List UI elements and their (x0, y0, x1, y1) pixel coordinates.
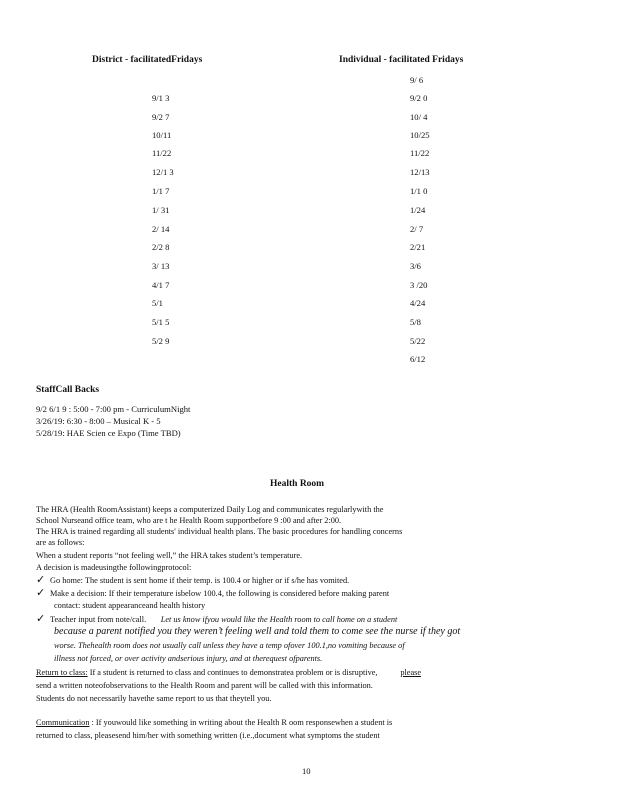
individual-date: 11/22 (410, 148, 430, 158)
district-date: 11/22 (152, 148, 172, 158)
bullet-text: Teacher input from note/call. (50, 615, 147, 624)
paragraph-line: The HRA is trained regarding all students' individual health plans. The basic procedures for handling concerns (36, 527, 403, 536)
individual-date: 12/13 (410, 167, 430, 177)
district-date: 9/2 7 (152, 112, 170, 122)
district-date: 2/ 14 (152, 224, 170, 234)
paragraph-line: The HRA (Health RoomAssistant) keeps a computerized Daily Log and communicates regularlywith the (36, 505, 384, 514)
paragraph-line: send a written noteofobservations to the Health Room and parent will be called with this information. (36, 681, 373, 690)
return-to-class-label: Return to class: (36, 668, 88, 677)
district-facilitated-header: District - facilitatedFridays (92, 55, 203, 65)
individual-date: 6/12 (410, 354, 426, 364)
district-date: 5/2 9 (152, 336, 170, 346)
bullet-italic-text: Let us know ifyou would like the Health room to call home on a student (160, 615, 398, 624)
checkmark-icon: ✓ (36, 587, 46, 599)
communication-line (36, 718, 584, 728)
return-text: If a student is returned to class and continues to demonstratea problem or is disruptive, (87, 668, 378, 677)
individual-date: 5/8 (410, 317, 421, 327)
district-date: 5/1 (152, 298, 163, 308)
district-date: 1/1 7 (152, 186, 170, 196)
bullet-teacher-input (36, 614, 584, 625)
district-date: 3/ 13 (152, 261, 170, 271)
staff-call-line: 9/2 6/1 9 : 5:00 - 7:00 pm - CurriculumNight (36, 404, 191, 414)
individual-date: 3/6 (410, 261, 421, 271)
communication-label: Communication (36, 718, 90, 727)
communication-text: : If youwould like something in writing about the Health R oom responsewhen a student is (89, 718, 393, 727)
individual-date: 2/ 7 (410, 224, 424, 234)
paragraph-line: When a student reports “not feeling well,” the HRA takes student’s temperature. (36, 551, 303, 560)
staff-call-line: 3/26/19: 6:30 - 8:00 – Musical K - 5 (36, 416, 161, 426)
district-date: 4/1 7 (152, 280, 170, 290)
paragraph-line: Students do not necessarily havethe same report to us that theytell you. (36, 694, 272, 703)
staff-call-line: 5/28/19: HAE Scien ce Expo (Time TBD) (36, 428, 181, 438)
individual-date: 9/ 6 (410, 75, 424, 85)
checkmark-icon: ✓ (36, 574, 46, 586)
district-date: 9/1 3 (152, 93, 170, 103)
bullet-italic-line: illness not forced, or over activity andserious injury, and at therequest ofparents. (54, 654, 323, 663)
bullet-italic-line: worse. Thehealth room does not usually call unless they have a temp ofover 100.1,no vomiting because of (54, 641, 405, 650)
bullet-go-home (36, 575, 584, 586)
individual-date: 2/21 (410, 242, 426, 252)
health-room-title: Health Room (270, 479, 325, 489)
district-date: 2/2 8 (152, 242, 170, 252)
paragraph-line: A decision is madeusingthe followingprotocol: (36, 563, 192, 572)
please-text: please (400, 668, 422, 677)
staff-call-backs-heading: StaffCall Backs (36, 385, 100, 395)
return-to-class-line (36, 668, 584, 678)
individual-date: 10/25 (410, 130, 430, 140)
bullet-continuation: contact: student appearanceand health history (54, 601, 206, 610)
bullet-text: Go home: The student is sent home if their temp. is 100.4 or higher or if s/he has vomited. (50, 576, 350, 585)
bullet-text: Make a decision: If their temperature isbelow 100.4, the following is considered before making parent (50, 589, 390, 598)
individual-date: 4/24 (410, 298, 426, 308)
district-date: 5/1 5 (152, 317, 170, 327)
individual-date: 5/22 (410, 336, 426, 346)
paragraph-line: are as follows: (36, 538, 85, 547)
bullet-make-decision (36, 588, 584, 599)
individual-date: 10/ 4 (410, 112, 428, 122)
individual-date: 9/2 0 (410, 93, 428, 103)
individual-date: 1/1 0 (410, 186, 428, 196)
bullet-italic-line: because a parent notified you they weren’t feeling well and told them to come see the nurse if they got (54, 626, 461, 637)
district-date: 12/1 3 (152, 167, 174, 177)
individual-date: 3 /20 (410, 280, 428, 290)
individual-facilitated-header: Individual - facilitated Fridays (339, 55, 464, 65)
checkmark-icon: ✓ (36, 613, 46, 625)
paragraph-line: returned to class, pleasesend him/her with something written (i.e.,document what symptoms the student (36, 731, 380, 740)
paragraph-line: School Nurseand office team, who are t he Health Room supportbefore 9 :00 and after 2:00. (36, 516, 342, 525)
individual-date: 1/24 (410, 205, 426, 215)
district-date: 10/11 (152, 130, 172, 140)
page-number: 10 (302, 766, 311, 776)
district-date: 1/ 31 (152, 205, 170, 215)
